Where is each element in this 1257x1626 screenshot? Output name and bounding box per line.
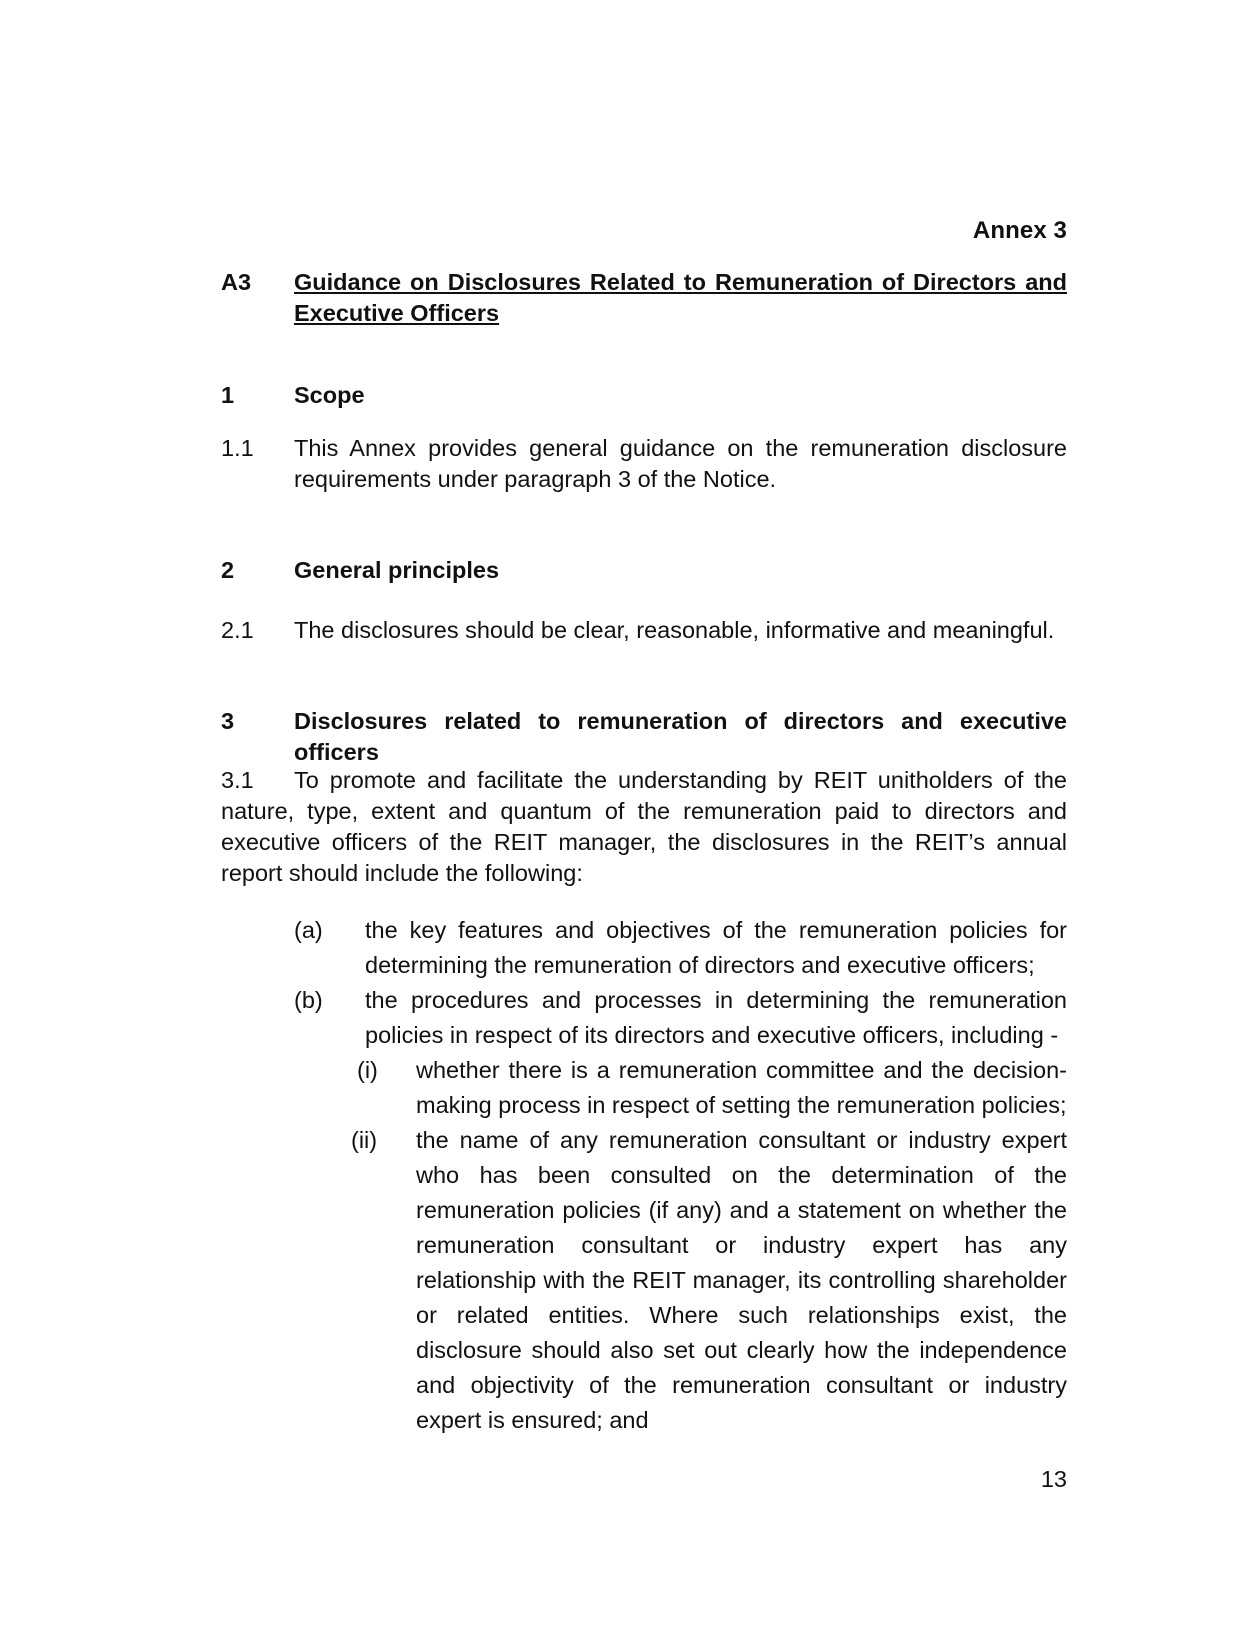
list-item	[294, 983, 1067, 1053]
paragraph-text: The disclosures should be clear, reasonable, informative and meaningful.	[294, 617, 1055, 643]
paragraph-1-1	[221, 433, 1067, 495]
sub-list-item	[294, 1053, 1067, 1123]
section-1-heading	[221, 380, 1067, 411]
paragraph-2-1	[221, 615, 1067, 646]
sub-list-marker: (i)	[357, 1057, 378, 1083]
section-2-heading	[221, 555, 1067, 586]
heading-number: A3	[221, 269, 252, 295]
list-item-text: the key features and objectives of the remuneration policies for determining the remuneration of directors and executive officers;	[365, 917, 1067, 978]
sub-list-marker: (ii)	[351, 1127, 378, 1153]
paragraph-number: 2.1	[221, 617, 254, 643]
paragraph-number: 3.1	[221, 767, 254, 793]
list-marker: (b)	[294, 987, 323, 1013]
section-number: 1	[221, 382, 235, 408]
list-marker: (a)	[294, 917, 323, 943]
section-title: General principles	[294, 557, 500, 583]
section-3-heading	[221, 706, 1067, 768]
list-item-text: the procedures and processes in determining the remuneration policies in respect of its directors and executive officers, including -	[365, 987, 1067, 1048]
sub-list-item-text: the name of any remuneration consultant or industry expert who has been consulted on the determination of the remuneration policies (if any) and a statement on whether the remuneration consultant or industry expert has any relationship with the REIT manager, its controlling shareholder or related entities. Where such relationships exist, the disclosure should also set out clearly how the independence and objectivity of the remuneration consultant or industry expert is ensured; and	[416, 1127, 1067, 1433]
heading-title: Guidance on Disclosures Related to Remuneration of Directors and Executive Officers	[294, 269, 1067, 326]
section-title: Scope	[294, 382, 365, 408]
annex-heading	[221, 267, 1067, 329]
page-number: 13	[1040, 1466, 1067, 1492]
sub-list-item	[294, 1123, 1067, 1438]
sub-list-item-text: whether there is a remuneration committee and the decision-making process in respect of setting the remuneration policies;	[416, 1057, 1067, 1118]
section-number: 2	[221, 557, 235, 583]
paragraph-text: To promote and facilitate the understanding by REIT unitholders of the nature, type, extent and quantum of the remuneration paid to directors and executive officers of the REIT manager, the disclosures in the REIT’s annual report should include the following:	[221, 767, 1067, 886]
section-title: Disclosures related to remuneration of directors and executive officers	[294, 708, 1067, 765]
paragraph-number: 1.1	[221, 435, 254, 461]
paragraph-3-1	[221, 765, 1067, 889]
lettered-list	[294, 913, 1067, 1438]
paragraph-text: This Annex provides general guidance on the remuneration disclosure requirements under paragraph 3 of the Notice.	[294, 435, 1067, 492]
annex-label: Annex 3	[972, 217, 1067, 244]
section-number: 3	[221, 708, 235, 734]
list-item	[294, 913, 1067, 983]
